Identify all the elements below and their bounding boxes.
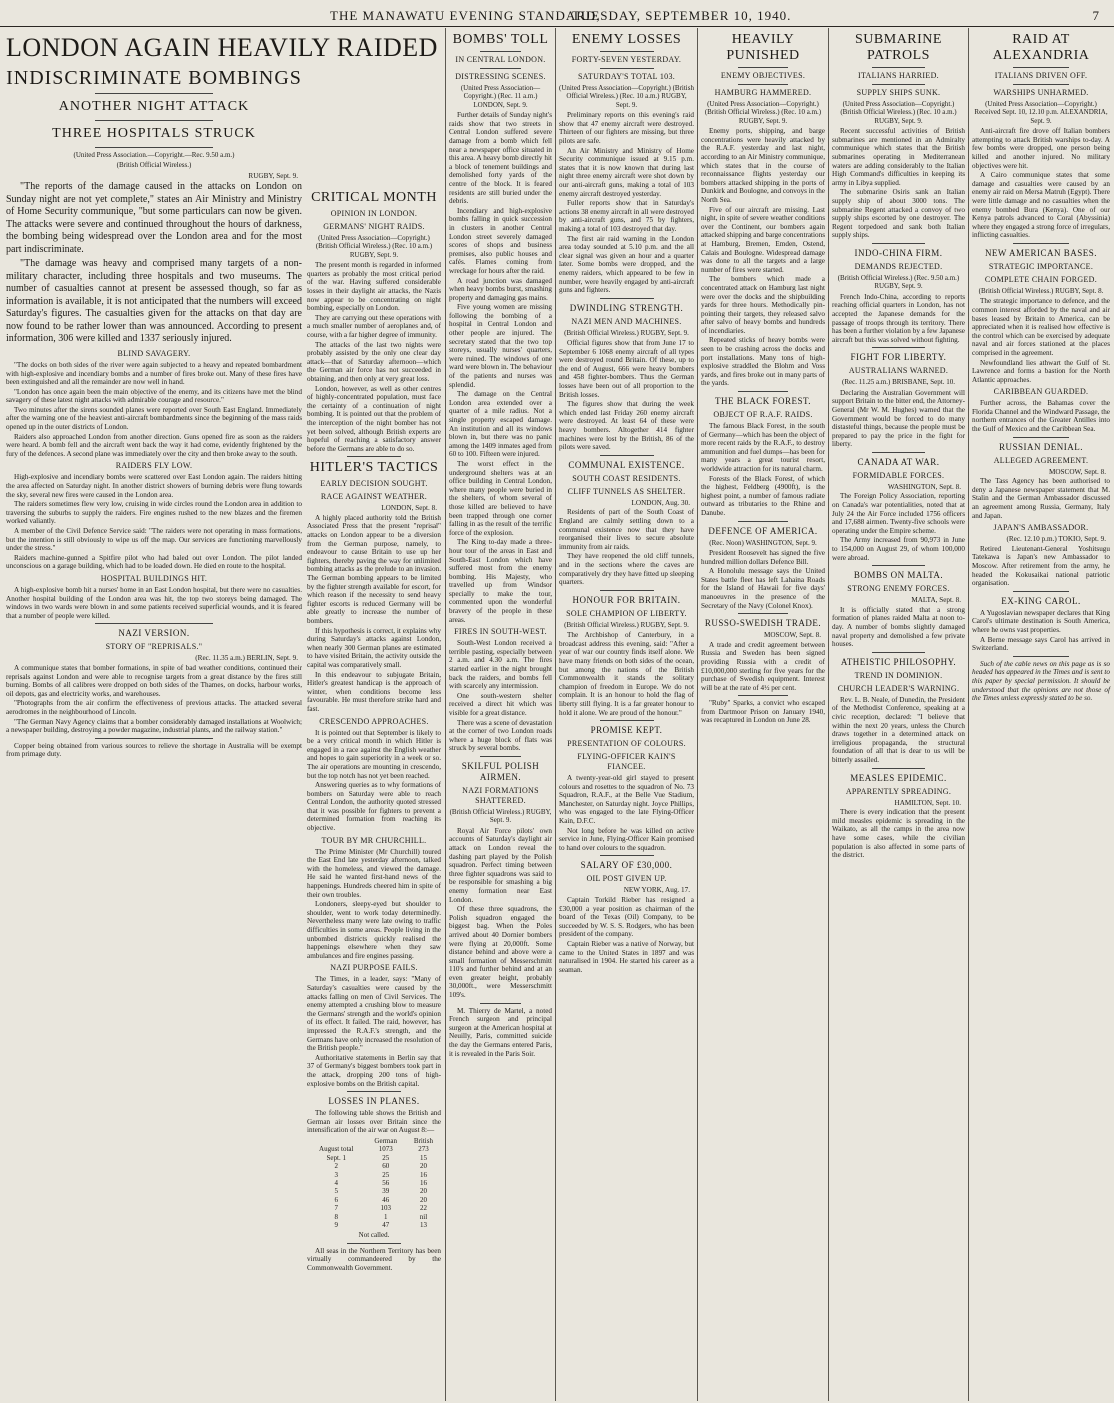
subheading: TREND IN DOMINION. bbox=[854, 670, 943, 680]
subheading: FORTY-SEVEN YESTERDAY. bbox=[571, 55, 682, 64]
divider bbox=[872, 452, 925, 453]
dateline: (Rec. 12.10 p.m.) TOKIO, Sept. 9. bbox=[1006, 535, 1106, 544]
subheading: FORMIDABLE FORCES. bbox=[852, 470, 945, 480]
subheading: NAZI MEN AND MACHINES. bbox=[571, 316, 682, 326]
paragraph: French Indo-China, according to reports reaching official quarters in London, has not accepted the Japanese demands for the passage of troops through its territory. There has been a further violation by a few Japanese aircraft but this was solved without fighting. bbox=[832, 292, 965, 344]
divider bbox=[872, 347, 925, 348]
table-cell: 20 bbox=[419, 1162, 427, 1171]
paragraph: Not long before he was killed on active service in June, Flying-Officer Kain promised to hand over colours to the squadron. bbox=[559, 826, 694, 852]
subheading: CARIBBEAN GUARDED. bbox=[993, 387, 1089, 397]
table-cell: 3 bbox=[334, 1170, 338, 1179]
paragraph: Copper being obtained from various sources to relieve the shortage in Australia will be exempt from primage duty. bbox=[6, 741, 302, 759]
table-cell: 4 bbox=[334, 1178, 338, 1187]
lead-subhead: INDISCRIMINATE BOMBINGS bbox=[6, 67, 302, 89]
column-rule bbox=[968, 28, 969, 1401]
table-row bbox=[307, 1179, 441, 1187]
table-cell: 6 bbox=[334, 1195, 338, 1204]
column-rule bbox=[555, 28, 556, 1401]
table-cell: 15 bbox=[419, 1153, 427, 1162]
divider bbox=[1013, 656, 1068, 657]
paragraph: Recent successful activities of British submarines are mentioned in an Admiralty communique which states that the British submarines operating in Mediterranean waters are adding considerably to the Italian High Command's difficulties in keeping its army in Libya supplied. bbox=[832, 127, 965, 187]
table-cell: 1073 bbox=[378, 1145, 393, 1154]
paragraph: Preliminary reports on this evening's raid show that 47 enemy aircraft were destroyed. Thirteen of our fighters are missing, but three pilots are safe. bbox=[559, 111, 694, 145]
paragraph: A high-explosive bomb hit a nurses' home in an East London hospital, but there were no casualties. Another hospital building of the London area was hit, the top two storeys being damaged. The windows in two wards were blown in and some patients received superficial wounds, and it is feared that a number of people were killed. bbox=[6, 585, 302, 620]
dateline: LONDON, Sept. 8. bbox=[381, 504, 437, 513]
subheading: BLIND SAVAGERY. bbox=[117, 348, 191, 358]
subheading: SOLE CHAMPION OF LIBERTY. bbox=[566, 608, 687, 618]
headline: RUSSO-SWEDISH TRADE. bbox=[704, 618, 822, 629]
divider bbox=[1013, 591, 1068, 592]
paragraph: It is officially stated that a strong formation of planes raided Malta at noon to-day. A number of bombs slightly damaged naval property and demolished a few private houses. bbox=[832, 605, 965, 649]
paragraph: The King to-day made a three-hour tour of the areas in East and South-East London which have suffered most from the enemy bombing. His Majesty, who travelled up from Windsor specially to make the tour, commented upon the wonderful bravery of the people in these areas. bbox=[449, 538, 552, 624]
paragraph: M. Thierry de Martel, a noted French surgeon and principal surgeon at the American hospital at Neuilly, Paris, committed suicide the day the Germans entered Paris, it is revealed in the Paris Soir. bbox=[449, 1006, 552, 1058]
paragraph: A highly placed authority told the British Associated Press that the present "reprisal" attacks on London appear to be a diversion from the German purpose, namely, to endeavour to cause Britain to use up her fighters, thereby paving the way for unlimited bombing attacks as the prelude to an invasion. The German bombing appears to be limited by the fighter strength available for escort, for which reason if the necessity to send heavy fighter escorts is reduced Germany will be able greatly to increase the number of bombers. bbox=[307, 513, 441, 625]
subheading: EARLY DECISION SOUGHT. bbox=[320, 479, 428, 489]
lead-headline: LONDON AGAIN HEAVILY RAIDED bbox=[6, 33, 438, 62]
subheading: WARSHIPS UNHARMED. bbox=[993, 88, 1089, 97]
divider bbox=[600, 590, 654, 591]
paragraph: South-West London received a terrible pasting, especially between 2 a.m. and 4.30 a.m. The fires started earlier in the night brought back the raiders, and bombs fell with scarcely any intermission. bbox=[449, 639, 552, 691]
credit: (British Official Wireless.) RUGBY, Sept. 9. bbox=[564, 620, 689, 629]
paragraph: An Air Ministry and Ministry of Home Security communique issued at 9.15 p.m. states that it is now known that during last night three enemy aircraft were shot down by our anti-aircraft guns, making a total of 103 enemy aircraft destroyed yesterday. bbox=[559, 146, 694, 198]
dateline: HAMILTON, Sept. 10. bbox=[894, 798, 961, 807]
paragraph: Declaring the Australian Government will support Britain to the bitter end, the Attorney-General (Mr W. M. Hughes) warned that the Government would be forced to do many distasteful things, because the people must be prepared to pay the price in the fight for liberty. bbox=[832, 388, 965, 449]
subheading: FLYING-OFFICER KAIN'S FIANCEE. bbox=[577, 752, 676, 772]
table-cell: 8 bbox=[334, 1212, 338, 1221]
divider bbox=[1013, 243, 1068, 244]
paragraph: Further details of Sunday night's raids show that two streets in Central London suffered severe damage from a bomb which fell near a newspaper office situated in this area. A heavy bomb directly hit a block of tenement buildings and demolished forty yards of the centre of the block. It is feared residents are still buried under the debris. bbox=[449, 111, 552, 206]
subheading: SATURDAY'S TOTAL 103. bbox=[577, 72, 676, 81]
subheading: IN CENTRAL LONDON. bbox=[455, 55, 546, 64]
headline: HONOUR FOR BRITAIN. bbox=[572, 594, 681, 605]
headline: EX-KING CAROL. bbox=[1001, 595, 1081, 606]
lead-dateline: RUGBY, Sept. 9. bbox=[248, 171, 298, 180]
divider bbox=[872, 67, 925, 68]
lead-paragraph: "The damage was heavy and comprised many targets of a non-military character, including three hospitals and two museums. The number of casualties cannot at present be assessed though, so far as information is available, it is not anticipated that the numbers will exceed Saturday's figures. The casualties given for the attacks on that day are now found to be rather lower than was announced. According to present information, 306 were killed and 1337 seriously injured. bbox=[6, 258, 302, 345]
column-rule bbox=[445, 28, 446, 1401]
headline: PROMISE KEPT. bbox=[590, 725, 663, 736]
credit: (British Official Wireless.) RUGBY, Sept. 9. bbox=[564, 328, 689, 337]
critical-month-column bbox=[307, 188, 441, 1399]
divider bbox=[872, 84, 925, 85]
table-header-row bbox=[307, 1137, 441, 1145]
divider bbox=[95, 738, 213, 739]
table-cell: 1 bbox=[383, 1212, 388, 1221]
raid-alexandria-column bbox=[972, 30, 1110, 1399]
table-cell: August total bbox=[319, 1145, 354, 1154]
subheading: TOUR BY MR CHURCHILL. bbox=[321, 835, 427, 845]
subheading: OBJECT OF R.A.F. RAIDS. bbox=[713, 410, 813, 420]
paragraph: A member of the Civil Defence Service said: "The raiders were not operating in mass formations, but the intention is still obviously to wipe us off the map. Our services are functioning marvellously under the stress." bbox=[6, 527, 302, 553]
paragraph: "London has once again been the main objective of the enemy, and its citizens have met the blind savagery of these latest night attacks with admirable courage and resource." bbox=[6, 387, 302, 405]
divider bbox=[738, 67, 788, 68]
headline: THE BLACK FOREST. bbox=[714, 396, 812, 407]
divider bbox=[480, 756, 521, 757]
subheading: SUPPLY SHIPS SUNK. bbox=[856, 88, 941, 97]
paragraph: The Army increased from 90,973 in June to 154,000 on August 29, of whom 100,000 were abroad. bbox=[832, 536, 965, 562]
subheading: DISTRESSING SCENES. bbox=[455, 72, 546, 81]
paragraph: The figures show that during the week which ended last Friday 260 enemy aircraft were destroyed. At least 64 of these were heavy bombers. Altogether 414 fighter machines were lost by the British, 86 of the pilots were saved. bbox=[559, 400, 694, 452]
divider bbox=[872, 652, 925, 653]
paragraph: Official figures show that from June 17 to September 6 1068 enemy aircraft of all types were destroyed round Britain. Of these, up to the end of August, 666 were heavy bombers and 458 fighter-bombers. Thus the German losses have been out of all proportion to the British losses. bbox=[559, 339, 694, 399]
paragraph: The damage on the Central London area extended over a quarter of a mile radius. Not a single property escaped damage. An institution and all its windows blown in, but there was no panic among the 1409 inmates aged from 60 to 100. Fifteen were injured. bbox=[449, 390, 552, 459]
paragraph: The famous Black Forest, in the south of Germany—which has been the object of more recent raids by the R.A.F., to destroy ammunition and fuel dumps—has been for many years a great tourist resort, worldwide attraction for its natural charm. bbox=[701, 422, 825, 473]
paragraph: Two minutes after the sirens sounded planes were reported over South East England. Immediately after the warning one of the heaviest anti-aircraft bombardments since the beginning of the mass raids opened up in the outer districts of London. bbox=[6, 405, 302, 432]
table-cell: 46 bbox=[382, 1195, 390, 1204]
paragraph: The raiders sometimes flew very low, cruising in wide circles round the London area in addition to traversing the suburbs to supply the raiders. Fire engines rushed to the new blazes and the firemen worked valiantly. bbox=[6, 500, 302, 526]
paragraph: Of these three squadrons, the Polish squadron engaged the biggest bag. When the Poles arrived about 40 Dornier bombers were flying at 20,000ft. Some distance behind and above were a small formation of Messerschmitt 110's and further behind and at an even greater height, probably 30,000ft., were Messerschmitt 109's. bbox=[449, 905, 552, 1000]
paragraph: A communique states that bomber formations, in spite of bad weather conditions, continued their reprisals against London and were able to recognise targets from a great distance by the fires still burning. Bombs of all calibres were dropped on both sides of the Thames, on docks, harbour works, oil depots, gas and electricity works, and warehouses. bbox=[6, 663, 302, 698]
divider bbox=[1013, 67, 1068, 68]
divider bbox=[95, 623, 213, 624]
bombs-toll-column bbox=[449, 30, 552, 1399]
paragraph: A road junction was damaged when heavy bombs burst, smashing property and damaging gas mains. bbox=[449, 276, 552, 302]
subheading: ALLEGED AGREEMENT. bbox=[993, 455, 1089, 465]
table-header: British bbox=[413, 1136, 433, 1145]
paragraph: The bombers which made a concentrated attack on Hamburg last night were over the docks and the shipbuilding yards for three hours. Methodically pin-pointing their targets, they released salvo after salvo of heavy bombs and hundreds of incendiaries. bbox=[701, 275, 825, 335]
paragraph: The present month is regarded in informed quarters as probably the most critical period of the war. Having suffered considerable losses in their daylight air attacks, the Nazis now appear to be concentrating on night bombing, especially on London. bbox=[307, 261, 441, 313]
paragraph: Londoners, sleepy-eyed but shoulder to shoulder, went to work today determinedly. Nevertheless many were late owing to traffic difficulties in some areas. People living in the unbombed districts quickly realised the happenings elsewhere when they saw ambulances and fire engines passing. bbox=[307, 900, 441, 960]
paragraph: "The German Navy Agency claims that a bomber considerably damaged installations at Woolwich; a newspaper building, destroying a powder magazine, industrial plants, and the railway station." bbox=[6, 717, 302, 735]
subheading: ITALIANS DRIVEN OFF. bbox=[994, 71, 1088, 80]
table-row bbox=[307, 1145, 441, 1153]
subheading: STRATEGIC IMPORTANCE. bbox=[988, 261, 1094, 271]
divider bbox=[1013, 437, 1068, 438]
paragraph: President Roosevelt has signed the five hundred million dollars Defence Bill. bbox=[701, 548, 825, 566]
paragraph: A Honolulu message says the United States battle fleet has left Lahaina Roads for the Island of Hawaii for five days' manoeuvres in the presence of the Secretary of the Navy (Colonel Knox). bbox=[701, 567, 825, 610]
table-cell: 16 bbox=[419, 1170, 427, 1179]
divider bbox=[600, 455, 654, 456]
paragraph: "Photographs from the air confirm the effectiveness of previous attacks. The attacked several aerodromes in the neighbourhood of Lincoln. bbox=[6, 699, 302, 716]
losses-table bbox=[307, 1137, 441, 1229]
paragraph: The worst effect in the underground shelters was at an office building in Central London, where many people were buried in the shelters, of whom several of those killed are believed to have been trapped through one corner falling in as the result of the terrific force of the explosion. bbox=[449, 459, 552, 537]
divider bbox=[600, 855, 654, 856]
paragraph: Raiders also approached London from another direction. Guns opened fire as soon as the raiders were heard. A bomb fell and the aircraft went back the way it had come, evidently frightened by the fury of the defences. A second plane was immediately over the city and then broke away to the south. bbox=[6, 432, 302, 458]
subheading: COMPLETE CHAIN FORGED. bbox=[984, 274, 1098, 284]
table-row bbox=[307, 1196, 441, 1204]
paragraph: The Foreign Policy Association, reporting on Canada's war potentialities, noted that at July 24 the Air Force included 1756 officers and 17,688 airmen. Twenty-five schools were operating under the Empire scheme. bbox=[832, 492, 965, 535]
subheading: STORY OF "REPRISALS." bbox=[105, 642, 203, 652]
paragraph: Anti-aircraft fire drove off Italian bombers attempting to attack British warships to-day. A few bombs were dropped, one person being killed and another injured. No military objectives were hit. bbox=[972, 127, 1110, 170]
dateline: WASHINGTON, Sept. 8. bbox=[887, 482, 961, 491]
headline: RUSSIAN DENIAL. bbox=[999, 441, 1083, 452]
divider bbox=[738, 695, 788, 696]
credit: (United Press Association—Copyright.) (British Official Wireless.) (Rec. 10 a.m.) RUGBY, Sept. 9. bbox=[840, 100, 957, 125]
credit: (United Press Association—Copyright.) (British Official Wireless.) (Rec. 10 a.m.) RUGBY, Sept. 9. bbox=[704, 100, 822, 125]
paragraph: Incendiary and high-explosive bombs falling in quick succession in clusters in another Central London street severely damaged scores of shops and business premises, also public houses and cafés. Flames coming from wreckage for hours after the raid. bbox=[449, 206, 552, 275]
divider bbox=[1013, 84, 1068, 85]
table-cell: 25 bbox=[382, 1170, 390, 1179]
submarine-patrols-column bbox=[832, 30, 965, 1399]
dateline: LONDON, Aug. 30. bbox=[631, 498, 690, 507]
table-cell: 22 bbox=[419, 1204, 427, 1213]
paragraph: Answering queries as to why formations of bombers on Saturday were able to reach Central London, the authority quoted stressed that it was possible for fighters to prevent a determined formation from reaching its objective. bbox=[307, 781, 441, 833]
paragraph: Five young women are missing following the bombing of a hospital in Central London and other people are injured. The secretary stated that the two top storeys, usually nurses' quarters, were ruined. The windows of one ward were blown in. The behaviour of the patients and nurses was splendid. bbox=[449, 303, 552, 389]
divider bbox=[480, 68, 521, 69]
divider bbox=[347, 1243, 401, 1244]
paragraph: The strategic importance to defence, and the common interest afforded by the naval and air bases leased by Britain to America, can be appreciated when it is realised how effective is the control which can be exercised by adequate naval and air forces stationed at the places comprised in the agreement. bbox=[972, 297, 1110, 357]
divider bbox=[95, 93, 213, 94]
divider bbox=[872, 565, 925, 566]
permission-notice: Such of the cable news on this page as is so headed has appeared in the Times and is sent to this paper by special permission. It should be understood that the opinions are not those of the Times unless expressly stated to be so. bbox=[972, 659, 1110, 703]
paragraph: A trade and credit agreement between Russia and Sweden has been signed providing Russia with a credit of £10,000,000 sterling for five years for the purchase of Swedish equipment. Interest will be at the rate of 4½ per cent. bbox=[701, 640, 825, 692]
table-cell: Sept. 1 bbox=[326, 1153, 346, 1162]
headline: INDO-CHINA FIRM. bbox=[854, 247, 943, 258]
table-header bbox=[307, 1137, 365, 1145]
paragraph: The first air raid warning in the London area today sounded at 5.10 p.m. and the all clear signal was given an hour and a quarter later. Some bombs were dropped, and the enemy raiders, which appeared to be few in number, were heavily engaged by anti-aircraft guns and fighters. bbox=[559, 234, 694, 295]
column-rule bbox=[828, 28, 829, 1401]
paragraph: The Prime Minister (Mr Churchill) toured the East End late yesterday afternoon, talked with the homeless, and viewed the damage. He said he wanted first-hand news of the happenings. Hundreds cheered him in spite of their own troubles. bbox=[307, 847, 441, 899]
divider bbox=[480, 51, 521, 52]
paragraph: There was a scene of devastation at the corner of two London roads where a huge block of flats was struck by several bombs. bbox=[449, 718, 552, 753]
paragraph: Royal Air Force pilots' own accounts of Saturday's daylight air attack on London reveal the dashing part played by the Polish squadron. Perfect timing between three fighter squadrons was said to be responsible for smashing a big enemy formation near East London. bbox=[449, 826, 552, 904]
divider bbox=[738, 391, 788, 392]
paragraph: A twenty-year-old girl stayed to present colours and rosettes to the squadron of No. 73 Squadron, R.A.F., at the Belle Vue Stadium, Manchester, on Saturday night. Joyce Phillips, who was engaged to the late Flying-Officer Kain, D.F.C. bbox=[559, 774, 694, 826]
table-cell: 103 bbox=[380, 1204, 391, 1213]
paragraph: In this endeavour to subjugate Britain, Hitler's greatest handicap is the approach of winter, when conditions become less favourable. He must therefore strike hard and fast. bbox=[307, 670, 441, 713]
paragraph: The following table shows the British and German air losses over Britain since the intensification of the air war on August 8:— bbox=[307, 1109, 441, 1135]
subheading: STRONG ENEMY FORCES. bbox=[847, 584, 950, 594]
table-cell: 273 bbox=[418, 1145, 429, 1154]
table-cell: 56 bbox=[382, 1178, 390, 1187]
paragraph: There is every indication that the present mild measles epidemic is spreading in the Waikato, as all the camps in the area now have some cases, while the civilian population is also affected in some parts of the district. bbox=[832, 808, 965, 860]
table-cell: 9 bbox=[334, 1220, 338, 1229]
table-header: German bbox=[374, 1136, 397, 1145]
paragraph: All seas in the Northern Territory has been virtually commandeered by the Commonwealth Government. bbox=[307, 1246, 441, 1272]
paragraph: High-explosive and incendiary bombs were scattered over East London again. The raiders hitting the area affected on Saturday night. In another district showers of burning debris were flung towards the sky, several new fires were caused in the London area. bbox=[6, 473, 302, 499]
credit: (United Press Association—Copyright.) (British Official Wireless.) (Rec. 10 a.m.) RUGBY, Sept. 9. bbox=[315, 234, 433, 259]
headline: SUBMARINE PATROLS bbox=[855, 32, 942, 63]
headline: DWINDLING STRENGTH. bbox=[569, 302, 684, 313]
paragraph: The attacks of the last two nights were probably assisted by the only one clear day attack—that of Saturday afternoon—which the German air force has not succeeded in obtaining, and then only at very great loss. bbox=[307, 340, 441, 383]
divider bbox=[738, 521, 788, 522]
table-row bbox=[307, 1187, 441, 1195]
subheading: SOUTH COAST RESIDENTS. bbox=[572, 473, 681, 483]
table-cell: 60 bbox=[382, 1162, 390, 1171]
masthead bbox=[0, 4, 1114, 27]
subheading: OIL POST GIVEN UP. bbox=[586, 874, 667, 884]
headline: NAZI VERSION. bbox=[118, 628, 190, 639]
subheading: FIRES IN SOUTH-WEST. bbox=[454, 627, 547, 637]
paragraph: Raiders machine-gunned a Spitfire pilot who had baled out over London. The pilot landed unconscious on a garage building, which had to be loaded down. He died en route to the hospital. bbox=[6, 553, 302, 571]
paragraph: Retired Lieutenant-General Yoshitsugu Tatekawa is Japan's new Ambassador to Moscow. After retirement from the army, he headed the Kokusaikai national patriotic organisation. bbox=[972, 544, 1110, 588]
credit: (Rec. 11.25 a.m.) BRISBANE, Sept. 10. bbox=[842, 378, 955, 387]
subheading: CRESCENDO APPROACHES. bbox=[319, 716, 429, 726]
paragraph: Newfoundland lies athwart the Gulf of St. Lawrence and forms a bastion for the North Atlantic approaches. bbox=[972, 358, 1110, 384]
paragraph: A Yugoslavian newspaper declares that King Carol's ultimate destination is South America, where he owns vast properties. bbox=[972, 608, 1110, 634]
paragraph: The Times, in a leader, says: "Many of Saturday's casualties were caused by the attacks falling on men of Civil Services. The enemy attempted a crushing blow to measure the Germans' strength and the world's opinion of its effect. It failed. The raid, however, has impressed the R.A.F.'s strength, and the Germans have only increased the resolution of the British people." bbox=[307, 975, 441, 1053]
lead-paragraph: "The reports of the damage caused in the attacks on London on Sunday night are not yet complete," states an Air Ministry and Ministry of Home Security communique, "but some particulars can now be given. The attacks were severe and continued throughout the hours of darkness, the bombing being widespread over the London area and for the most part indiscriminate. bbox=[6, 181, 302, 255]
subheading: DEMANDS REJECTED. bbox=[854, 261, 943, 271]
paragraph: Authoritative statements in Berlin say that 37 of Germany's biggest bombers took part in the attack, dropping 200 tons of high-explosive bombs on the British capital. bbox=[307, 1053, 441, 1088]
table-cell: 47 bbox=[382, 1220, 390, 1229]
column-rule bbox=[697, 28, 698, 1401]
paragraph: A Cairo communique states that some damage and casualties were caused by an enemy air raid on Mersa Matruh (Egypt). There were little damage and no casualties when the enemy bombed Bura (Kenya). One of our Kenya patrols advanced to Coral (Abyssinia) where they engaged a strong force of irregulars, inflicting casualties. bbox=[972, 171, 1110, 240]
divider bbox=[600, 51, 654, 52]
subheading: HAMBURG HAMMERED. bbox=[714, 88, 812, 97]
credit: (British Official Wireless.) (Rec. 9.50 a.m.) RUGBY, Sept. 9. bbox=[837, 273, 960, 291]
paragraph: Repeated sticks of heavy bombs were seen to be crashing across the docks and port installations. Many tons of high-explosive straddled the Blohm and Voss yards, and fires broke out in many parts of the yards. bbox=[701, 336, 825, 388]
table-cell: 20 bbox=[419, 1195, 427, 1204]
paragraph: Residents of part of the South Coast of England are calmly settling down to a communal existence now that they have reorganised their lives to secure absolute immunity from air raids. bbox=[559, 508, 694, 551]
credit: (United Press Association—Copyright.) (Rec. 11 a.m.) LONDON, Sept. 9. bbox=[460, 84, 541, 109]
paragraph: They have reopened the old cliff tunnels, and in the sections where the caves are comparatively dry they have fitted up sleeping quarters. bbox=[559, 552, 694, 587]
table-row bbox=[307, 1213, 441, 1221]
table-row bbox=[307, 1221, 441, 1229]
subheading: ITALIANS HARRIED. bbox=[858, 71, 939, 80]
table-cell: nil bbox=[419, 1212, 428, 1221]
headline: LOSSES IN PLANES. bbox=[328, 1096, 420, 1107]
divider bbox=[95, 147, 213, 148]
subheading: ENEMY OBJECTIVES. bbox=[720, 71, 806, 80]
credit: (British Official Wireless.) RUGBY, Sept. 9. bbox=[449, 807, 552, 825]
subheading: APPARENTLY SPREADING. bbox=[845, 786, 952, 796]
headline: CRITICAL MONTH bbox=[311, 190, 437, 205]
headline: ATHEISTIC PHILOSOPHY. bbox=[840, 656, 957, 667]
table-cell: 39 bbox=[382, 1187, 390, 1196]
heavily-punished-column bbox=[701, 30, 825, 1399]
divider bbox=[480, 1003, 521, 1004]
headline: SALARY OF £30,000. bbox=[580, 860, 673, 871]
page-number: 7 bbox=[1092, 8, 1100, 23]
headline: ENEMY LOSSES bbox=[571, 32, 682, 47]
paragraph: Further across, the Bahamas cover the Florida Channel and the Windward Passage, the northern entrances of the Greater Antilles into the Gulf of Mexico and the Caribbean Sea. bbox=[972, 399, 1110, 434]
subheading: RACE AGAINST WEATHER. bbox=[320, 492, 428, 502]
table-cell: 7 bbox=[334, 1204, 338, 1213]
divider bbox=[872, 243, 925, 244]
paragraph: Enemy ports, shipping, and barge concentrations were heavily attacked by the R.A.F. yesterday and last night, according to an Air Ministry communique, which states that in the course of reconnaissance flights yesterday our bombers attacked shipping in the ports of Dunkirk and Boulogne, and convoys in the North Sea. bbox=[701, 127, 825, 204]
divider bbox=[872, 768, 925, 769]
paragraph: The submarine Osiris sank an Italian supply ship of about 3000 tons. The submarine Regent attacked a convoy of two supply ships escorted by one destroyer. The Regent torpedoed and sank both Italian supply ships. bbox=[832, 188, 965, 240]
table-row bbox=[307, 1204, 441, 1212]
subheading: AUSTRALIANS WARNED. bbox=[848, 366, 949, 376]
dateline: NEW YORK, Aug. 17. bbox=[623, 886, 690, 895]
headline: CANADA AT WAR. bbox=[857, 456, 940, 467]
headline: HITLER'S TACTICS bbox=[309, 460, 439, 476]
dateline: MOSCOW, Sept. 8. bbox=[763, 631, 821, 640]
masthead-date: TUESDAY, SEPTEMBER 10, 1940. bbox=[572, 8, 792, 23]
credit: (United Press Association—Copyright.) Received Sept. 10, 12.10 p.m. ALEXANDRIA, Sept. 9. bbox=[974, 100, 1108, 125]
headline: HEAVILY PUNISHED bbox=[726, 32, 800, 63]
paragraph: The Tass Agency has been authorised to deny a Japanese newspaper statement that M. Stalin and the German Ambassador discussed an agreement among Russia, Germany, Italy and Japan. bbox=[972, 477, 1110, 520]
subheading: OPINION IN LONDON. bbox=[330, 209, 418, 218]
divider bbox=[347, 456, 401, 457]
divider bbox=[738, 84, 788, 85]
table-row bbox=[307, 1154, 441, 1162]
paragraph: London, however, as well as other centres of highly-concentrated population, must face the certainty of a continuation of night bombing. It is pointed out that the problem of the interception of the night bomber has not yet been solved, although British experts are hopeful of reaching a satisfactory answer before the Germans are able to do so. bbox=[307, 384, 441, 453]
enemy-losses-column bbox=[559, 30, 694, 1399]
paragraph: Captain Rieber was a native of Norway, but came to the United States in 1897 and was naturalised in 1904. He started his career as a seaman. bbox=[559, 940, 694, 974]
table-cell: 13 bbox=[419, 1220, 427, 1229]
masthead-title: THE MANAWATU EVENING STANDARD, bbox=[330, 8, 601, 23]
paragraph: Captain Torkild Rieber has resigned a £30,000 a year position as chairman of the board of the Texas (Oil) Company, to be succeeded by W. S. S. Rodgers, who has been president of the company. bbox=[559, 896, 694, 939]
lead-deck-1: ANOTHER NIGHT ATTACK bbox=[58, 99, 250, 114]
table-note: Not called. bbox=[358, 1231, 390, 1240]
lead-credit: (United Press Association.—Copyright.—Rec. 9.50 a.m.) bbox=[73, 151, 235, 159]
subheading: NAZI FORMATIONS SHATTERED. bbox=[462, 785, 539, 805]
paragraph: Rev. L. B. Neale, of Dunedin, the President of the Methodist Conference, speaking at a civic reception, declared: "I believe that within the next 20 years, unless the Church draws together in a determined attack on irreligious propaganda, the structural foundation of all that is dear to us will be bitterly assailed. bbox=[832, 695, 965, 764]
credit: (British Official Wireless.) RUGBY, Sept. 8. bbox=[978, 286, 1104, 295]
divider bbox=[738, 613, 788, 614]
paragraph: Fuller reports show that in Saturday's actions 38 enemy aircraft in all were destroyed by anti-aircraft guns, and 75 by fighters, making a total of 103 destroyed that day. bbox=[559, 199, 694, 233]
table-cell: 25 bbox=[382, 1153, 390, 1162]
lead-credit-wireless: (British Official Wireless.) bbox=[116, 161, 192, 170]
table-row bbox=[307, 1162, 441, 1170]
subheading: RAIDERS FLY LOW. bbox=[115, 461, 193, 471]
paragraph: A Berne message says Carol has arrived in Switzerland. bbox=[972, 635, 1110, 653]
credit: (Rec. Noon) WASHINGTON, Sept. 9. bbox=[709, 538, 817, 547]
paragraph: If this hypothesis is correct, it explains why during Saturday's attacks against London, when nearly 300 German planes are estimated to have visited Britain, the activity outside the capital was comparatively small. bbox=[307, 626, 441, 669]
subheading: PRESENTATION OF COLOURS. bbox=[567, 739, 686, 749]
subheading: NAZI PURPOSE FAILS. bbox=[330, 963, 418, 973]
table-cell: 16 bbox=[419, 1178, 427, 1187]
lead-deck-2: THREE HOSPITALS STRUCK bbox=[52, 126, 256, 141]
divider bbox=[600, 720, 654, 721]
subheading: GERMANS' NIGHT RAIDS. bbox=[323, 222, 425, 231]
subheading: CHURCH LEADER'S WARNING. bbox=[837, 683, 960, 693]
subheading: CLIFF TUNNELS AS SHELTER. bbox=[567, 486, 686, 496]
dateline: MOSCOW, Sept. 8. bbox=[1048, 467, 1106, 476]
paragraph: Five of our aircraft are missing. Last night, in spite of severe weather conditions over the Continent, our bombers again attacked shipping and barge concentrations at Hamburg, Bremen, Emden, Ostend, Calais and Boulogne. Widespread damage was done to all the targets and a large number of fires were started. bbox=[701, 205, 826, 274]
dateline: MALTA, Sept. 8. bbox=[911, 596, 961, 605]
paragraph: "The docks on both sides of the river were again subjected to a heavy and repeated bombardment with high-explosive and incendiary bombs and a number of fires broke out. Many of these fires have been extinguished and all the remainder are now well in hand. bbox=[6, 360, 302, 387]
headline: SKILFUL POLISH AIRMEN. bbox=[461, 760, 540, 782]
headline: FIGHT FOR LIBERTY. bbox=[850, 352, 947, 363]
paragraph: "Ruby" Sparks, a convict who escaped from Dartmoor Prison on January 1940, was recaptured in London on June 28. bbox=[701, 699, 825, 725]
credit: (United Press Association—Copyright.) (British Official Wireless.) (Rec. 10 a.m.) RUGBY, Sept. 9. bbox=[559, 84, 694, 109]
table-row bbox=[307, 1171, 441, 1179]
divider bbox=[600, 298, 654, 299]
table-cell: 2 bbox=[334, 1162, 338, 1171]
headline: RAID AT ALEXANDRIA bbox=[992, 32, 1090, 63]
table-cell: 20 bbox=[419, 1187, 427, 1196]
lead-paragraphs bbox=[6, 181, 302, 346]
headline: DEFENCE OF AMERICA. bbox=[708, 525, 818, 536]
paragraph: One south-western shelter received a direct hit which was visible for a great distance. bbox=[449, 691, 552, 717]
subheading: JAPAN'S AMBASSADOR. bbox=[993, 523, 1089, 533]
headline: NEW AMERICAN BASES. bbox=[984, 247, 1098, 258]
headline: MEASLES EPIDEMIC. bbox=[850, 772, 947, 783]
table-cell: 5 bbox=[334, 1187, 338, 1196]
paragraph: It is pointed out that September is likely to be a very critical month in which Hitler is engaged in a race against the English weather and hopes to gain superiority in a week or so. The air operations are mounting in crescendo, but the top notch has not yet been reached. bbox=[307, 728, 441, 780]
divider bbox=[347, 1091, 401, 1092]
headline: BOMBS' TOLL bbox=[452, 32, 549, 47]
headline: BOMBS ON MALTA. bbox=[853, 570, 944, 581]
paragraph: They are carrying out these operations with a much smaller number of aeroplanes and, of course, with a far higher degree of immunity. bbox=[307, 313, 441, 339]
divider bbox=[600, 68, 654, 69]
headline: COMMUNAL EXISTENCE. bbox=[568, 459, 685, 470]
paragraph: Forests of the Black Forest, of which the highest, Feldberg (4900ft), is the highest point, a number of famous radiate outward as tributaries to the Rhine and Danube. bbox=[701, 474, 825, 517]
divider bbox=[95, 120, 213, 121]
subheading: HOSPITAL BUILDINGS HIT. bbox=[100, 573, 208, 583]
dateline: (Rec. 11.35 a.m.) BERLIN, Sept. 9. bbox=[195, 654, 298, 663]
paragraph: The Archbishop of Canterbury, in a broadcast address this evening, said: "After a year of war our country finds itself alone. We have many friends on both sides of the ocean, but among the nations of the British Commonwealth it stands the solitary champion of freedom in Europe. We do not complain. It is an honour to hold the flag of liberty still flying. It is a far greater honour to hold it alone. We are proud of the honour." bbox=[559, 631, 694, 717]
